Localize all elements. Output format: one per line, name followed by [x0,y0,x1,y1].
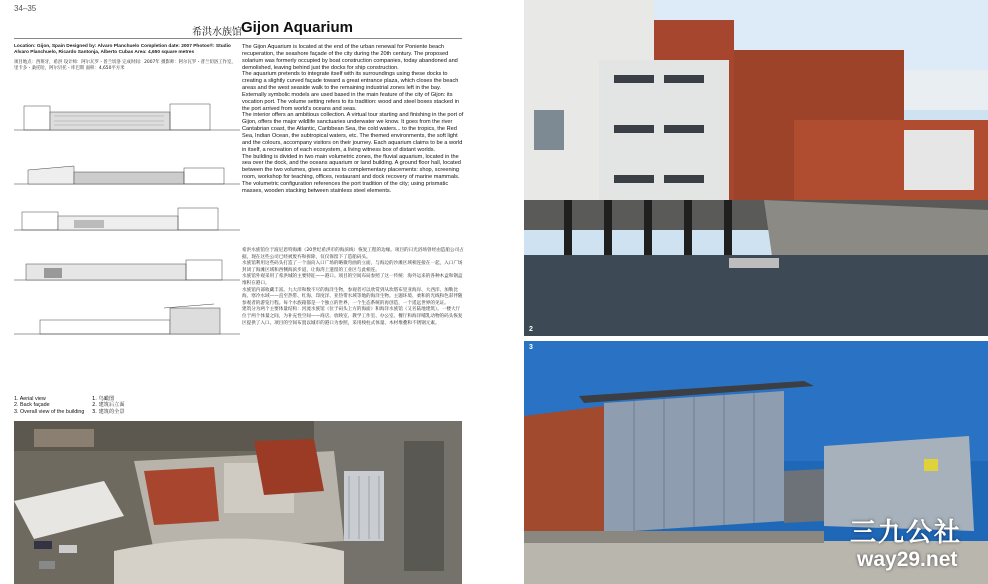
caption: 1. Aerial view [14,396,46,402]
section-drawing-1 [14,198,240,238]
paragraph: The building is divided in two main volumetric zones, the fluvial aquarium, located in the sea over the dock, and the oceans aquarium or land building. A ground floor hall, located between the two volumes, gives access to complementary placements: shop, screening room, workshop for teaching, offices, restaurant and dock recovery of marine mammals. The volumetric configuration references the port tradition of the city; using prismatic masses, wooden stacking between stainless steel elements. [242,153,461,194]
meta-chinese: 项目地点：西班牙，希洪 设计师：阿尔瓦罗・普兰切洛 完成时间：2007年 摄影师：阿尔瓦罗・普兰切洛工作室，里卡多・桑托哈，阿尔贝托・库巴斯 面积：4,650平方米 [14,59,236,71]
paragraph-cn: 希洪水族馆位于波尼恩特海滩（20世纪希洪市的海滨线）恢复工程的边缘。项目的日光浴场曾经由造船公司占据，现在这些公司已经被废弃和拆除，仅仅保留下了造船码头。 [242,248,464,260]
paragraph-cn: 水族馆内部收藏丰富。九大洋和数不尽的海洋生物，参观者可以欣赏到从坎塔布里亚海岸、大西洋、加勒比海、寒冷水域——直至热带、红海、印度洋、亚热带水域等地的海洋生物。主题环境、柔和的光线和色彩伴随参观者的游览行程。每个水族箱都是一个独立的世界，一个生态系统的再创造，一个遥远世界的见证。 [242,287,463,306]
paragraph: Externally symbolic models are used based in the main feature of the city of Gijon: its vocation port. The volume setting refers to its tradition: wood and steel boxes stacked in the port arrived from world's oceans and seas. [242,91,459,112]
caption-cn: 3. 建筑的全景 [92,408,125,415]
paragraph-cn: 水族馆外观采用了希洪城的主要特征——港口。项目的空间布局参照了这一传统：海外运来的各种木盒和钢盒堆积在港口。 [242,274,463,286]
photo-captions-chinese [92,396,125,415]
title-chinese: 希洪水族馆 [192,27,242,38]
page-number: 34–35 [14,4,37,13]
caption: 2. Back façade [14,402,50,409]
paragraph-cn: 建筑分为两个主要体量结构：河流水族馆（位于码头上方的海面）和海洋水族馆（又名陆地建筑）。一楼大厅位于两个体量之间，为补充性空间——商店、放映室、教学工作室、办公室、餐厅和海洋哺乳动物的码头恢复区提供了入口。项目的空间布置以城市的港口为参照，采用棱柱式体量、木材堆叠和不锈钢元素。 [242,307,463,326]
elevation-drawings [14,94,240,366]
photo-captions [14,396,84,415]
caption: 3. Overall view of the building [14,408,85,415]
photo-number-2: 2 [529,326,533,333]
paragraph: The Gijon Aquarium is located at the end of the urban renewal for Poniente beach recuperation, the seashore façade of the city during the 20th century. The proposed solarium was formerly occupied by boat construction companies, today abandoned and demolished, leaving behind just the docks for ship construction. [242,44,458,71]
paragraph: The aquarium pretends to integrate itself with its surroundings using these docks to creating a slightly curved façade toward a great entrance plaza, which closes the beach areas and the west seaside walk to the remaining industrial zones left in the bay. [242,71,459,92]
elevation-drawing-2 [14,160,240,190]
body-text-english [242,44,464,195]
meta-english: Location: Gijon, Spain Designed by: Alvaro Planchuelo Completion date: 2007 Photos®: Studio Alvaro Planchuelo, Ricardo Santonja, Alberto Cubas Area: 4,650 square metres [14,44,231,56]
watermark-url: way29.net [857,548,958,571]
aerial-view-photo [14,421,462,584]
section-drawing-2 [14,254,240,288]
photo-number-3: 3 [529,344,533,351]
project-meta [14,44,240,72]
caption-cn: 2. 建筑后立面 [92,402,125,409]
elevation-drawing-1 [14,94,240,138]
caption-cn: 1. 鸟瞰图 [92,396,115,402]
paragraph-cn: 水族馆利用这些码头打造了一个面向入口广场的略微弯曲的立面，与海边的沙滩区域相连接在一起，入口广场封闭了海滩区域和西侧海滨步道，让海湾上遗留的工业区与此相连。 [242,261,463,273]
section-drawing-3 [14,302,240,342]
watermark-chinese: 三九公社 [850,518,963,548]
back-facade-photo [524,0,988,336]
page-title: Gijon Aquarium [241,19,353,36]
title-divider [14,38,462,39]
paragraph: The interior offers an ambitious collection. A virtual tour starting and finishing in the port of Gijon, offers the major wildlife sanctuaries underwater we know. It goes from the river Cantabrian coast, the Atlantic, Caribbean Sea, the cold waters... to the tropics, the Red Sea, Indian Ocean, the subtropical waters, etc. The themed environments, the soft light and the colours, accompany visitors on their journey. Each aquarium claims to be a world in itself, a recreation of each ecosystem, a living witness box of distant worlds. [242,112,464,153]
body-text-chinese [242,248,464,327]
